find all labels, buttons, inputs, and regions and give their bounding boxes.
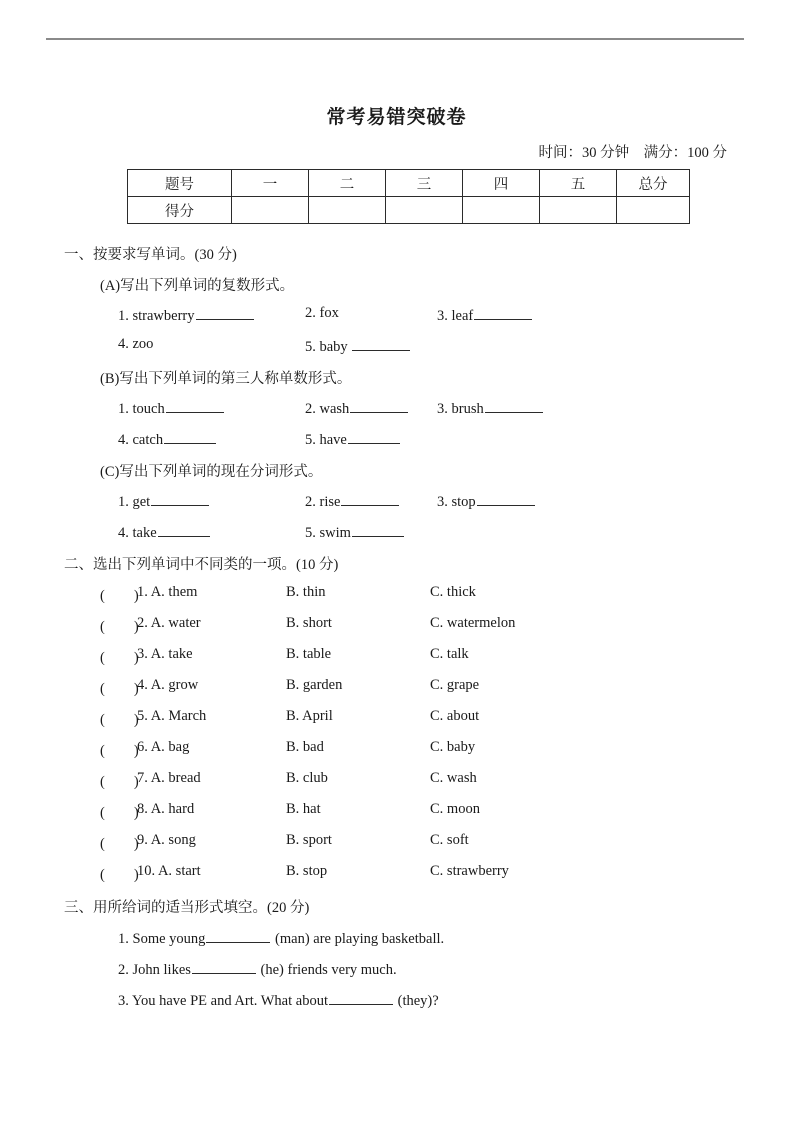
option-a-2-8[interactable]: 8. A. hard	[137, 801, 195, 817]
answer-blank[interactable]	[348, 429, 400, 444]
subsection-label-1c: (C)写出下列单词的现在分词形式。	[100, 464, 323, 480]
option-c-2-5[interactable]: C. about	[430, 708, 480, 724]
answer-blank[interactable]	[352, 336, 410, 351]
score-table-col-3: 四	[463, 170, 540, 197]
word-item-1c-2: 2. rise	[305, 491, 400, 511]
answer-bracket-2-6[interactable]: ( )	[100, 743, 139, 759]
score-table-row-label-0: 题号	[128, 170, 232, 197]
word-item-1b-3: 3. brush	[437, 398, 544, 418]
option-c-2-1[interactable]: C. thick	[430, 584, 476, 600]
answer-blank[interactable]	[477, 491, 535, 506]
answer-blank[interactable]	[206, 928, 270, 943]
option-c-2-8[interactable]: C. moon	[430, 801, 480, 817]
exam-meta: 时间：30 分钟 满分：100 分	[538, 145, 727, 161]
word-item-1b-4: 4. catch	[118, 429, 217, 449]
fill-item-3-2: 2. John likes (he) friends very much.	[118, 959, 397, 979]
option-b-2-2[interactable]: B. short	[286, 615, 332, 631]
word-item-1a-5: 5. baby	[305, 336, 411, 356]
word-item-1c-3: 3. stop	[437, 491, 536, 511]
answer-bracket-2-2[interactable]: ( )	[100, 619, 139, 635]
option-c-2-6[interactable]: C. baby	[430, 739, 476, 755]
word-item-1c-4: 4. take	[118, 522, 211, 542]
option-c-2-2[interactable]: C. watermelon	[430, 615, 516, 631]
option-b-2-4[interactable]: B. garden	[286, 677, 343, 693]
option-b-2-9[interactable]: B. sport	[286, 832, 332, 848]
option-c-2-7[interactable]: C. wash	[430, 770, 477, 786]
fill-item-3-1: 1. Some young (man) are playing basketball.	[118, 928, 444, 948]
score-cell-4[interactable]	[540, 197, 617, 224]
word-item-1a-1: 1. strawberry	[118, 305, 255, 325]
option-a-2-7[interactable]: 7. A. bread	[137, 770, 201, 786]
answer-blank[interactable]	[196, 305, 254, 320]
answer-blank[interactable]	[341, 491, 399, 506]
option-a-2-9[interactable]: 9. A. song	[137, 832, 196, 848]
answer-bracket-2-10[interactable]: ( )	[100, 867, 139, 883]
table-row	[128, 170, 690, 197]
option-a-2-5[interactable]: 5. A. March	[137, 708, 207, 724]
option-c-2-9[interactable]: C. soft	[430, 832, 469, 848]
option-b-2-7[interactable]: B. club	[286, 770, 328, 786]
option-a-2-4[interactable]: 4. A. grow	[137, 677, 199, 693]
option-a-2-10[interactable]: 10. A. start	[137, 863, 201, 879]
section-heading-2: 二、选出下列单词中不同类的一项。(10 分)	[64, 557, 339, 573]
option-c-2-3[interactable]: C. talk	[430, 646, 469, 662]
option-b-2-6[interactable]: B. bad	[286, 739, 324, 755]
fill-item-3-3: 3. You have PE and Art. What about (they)?	[118, 990, 439, 1010]
answer-blank[interactable]	[164, 429, 216, 444]
word-item-1a-3: 3. leaf	[437, 305, 533, 325]
score-cell-0[interactable]	[232, 197, 309, 224]
answer-blank[interactable]	[158, 522, 210, 537]
answer-blank[interactable]	[192, 959, 256, 974]
option-c-2-4[interactable]: C. grape	[430, 677, 480, 693]
score-table-col-0: 一	[232, 170, 309, 197]
answer-bracket-2-4[interactable]: ( )	[100, 681, 139, 697]
table-row	[128, 197, 690, 224]
option-b-2-10[interactable]: B. stop	[286, 863, 328, 879]
score-cell-1[interactable]	[309, 197, 386, 224]
option-a-2-3[interactable]: 3. A. take	[137, 646, 193, 662]
option-a-2-6[interactable]: 6. A. bag	[137, 739, 190, 755]
answer-blank[interactable]	[485, 398, 543, 413]
option-b-2-5[interactable]: B. April	[286, 708, 333, 724]
score-cell-3[interactable]	[463, 197, 540, 224]
option-a-2-2[interactable]: 2. A. water	[137, 615, 201, 631]
score-table-col-2: 三	[386, 170, 463, 197]
answer-blank[interactable]	[329, 990, 393, 1005]
answer-bracket-2-5[interactable]: ( )	[100, 712, 139, 728]
option-b-2-8[interactable]: B. hat	[286, 801, 321, 817]
answer-blank[interactable]	[166, 398, 224, 413]
answer-blank[interactable]	[352, 522, 404, 537]
answer-bracket-2-3[interactable]: ( )	[100, 650, 139, 666]
answer-blank[interactable]	[474, 305, 532, 320]
word-item-1a-4: 4. zoo	[118, 336, 154, 352]
score-table-row-label-1: 得分	[128, 197, 232, 224]
option-a-2-1[interactable]: 1. A. them	[137, 584, 198, 600]
score-cell-5[interactable]	[617, 197, 690, 224]
page-title: 常考易错突破卷	[326, 107, 467, 128]
answer-bracket-2-1[interactable]: ( )	[100, 588, 139, 604]
word-item-1a-2: 2. fox	[305, 305, 339, 321]
section-heading-1: 一、按要求写单词。(30 分)	[64, 247, 237, 263]
answer-blank[interactable]	[350, 398, 408, 413]
header-rule	[46, 38, 744, 40]
score-table-col-4: 五	[540, 170, 617, 197]
subsection-label-1b: (B)写出下列单词的第三人称单数形式。	[100, 371, 352, 387]
subsection-label-1a: (A)写出下列单词的复数形式。	[100, 278, 295, 294]
option-b-2-3[interactable]: B. table	[286, 646, 332, 662]
score-table-col-1: 二	[309, 170, 386, 197]
score-cell-2[interactable]	[386, 197, 463, 224]
answer-bracket-2-9[interactable]: ( )	[100, 836, 139, 852]
option-c-2-10[interactable]: C. strawberry	[430, 863, 509, 879]
score-table-col-5: 总分	[617, 170, 690, 197]
score-table	[127, 169, 690, 224]
word-item-1b-1: 1. touch	[118, 398, 225, 418]
answer-blank[interactable]	[151, 491, 209, 506]
word-item-1c-5: 5. swim	[305, 522, 405, 542]
answer-bracket-2-8[interactable]: ( )	[100, 805, 139, 821]
option-b-2-1[interactable]: B. thin	[286, 584, 326, 600]
word-item-1c-1: 1. get	[118, 491, 210, 511]
word-item-1b-5: 5. have	[305, 429, 401, 449]
answer-bracket-2-7[interactable]: ( )	[100, 774, 139, 790]
section-heading-3: 三、用所给词的适当形式填空。(20 分)	[64, 900, 310, 916]
word-item-1b-2: 2. wash	[305, 398, 409, 418]
